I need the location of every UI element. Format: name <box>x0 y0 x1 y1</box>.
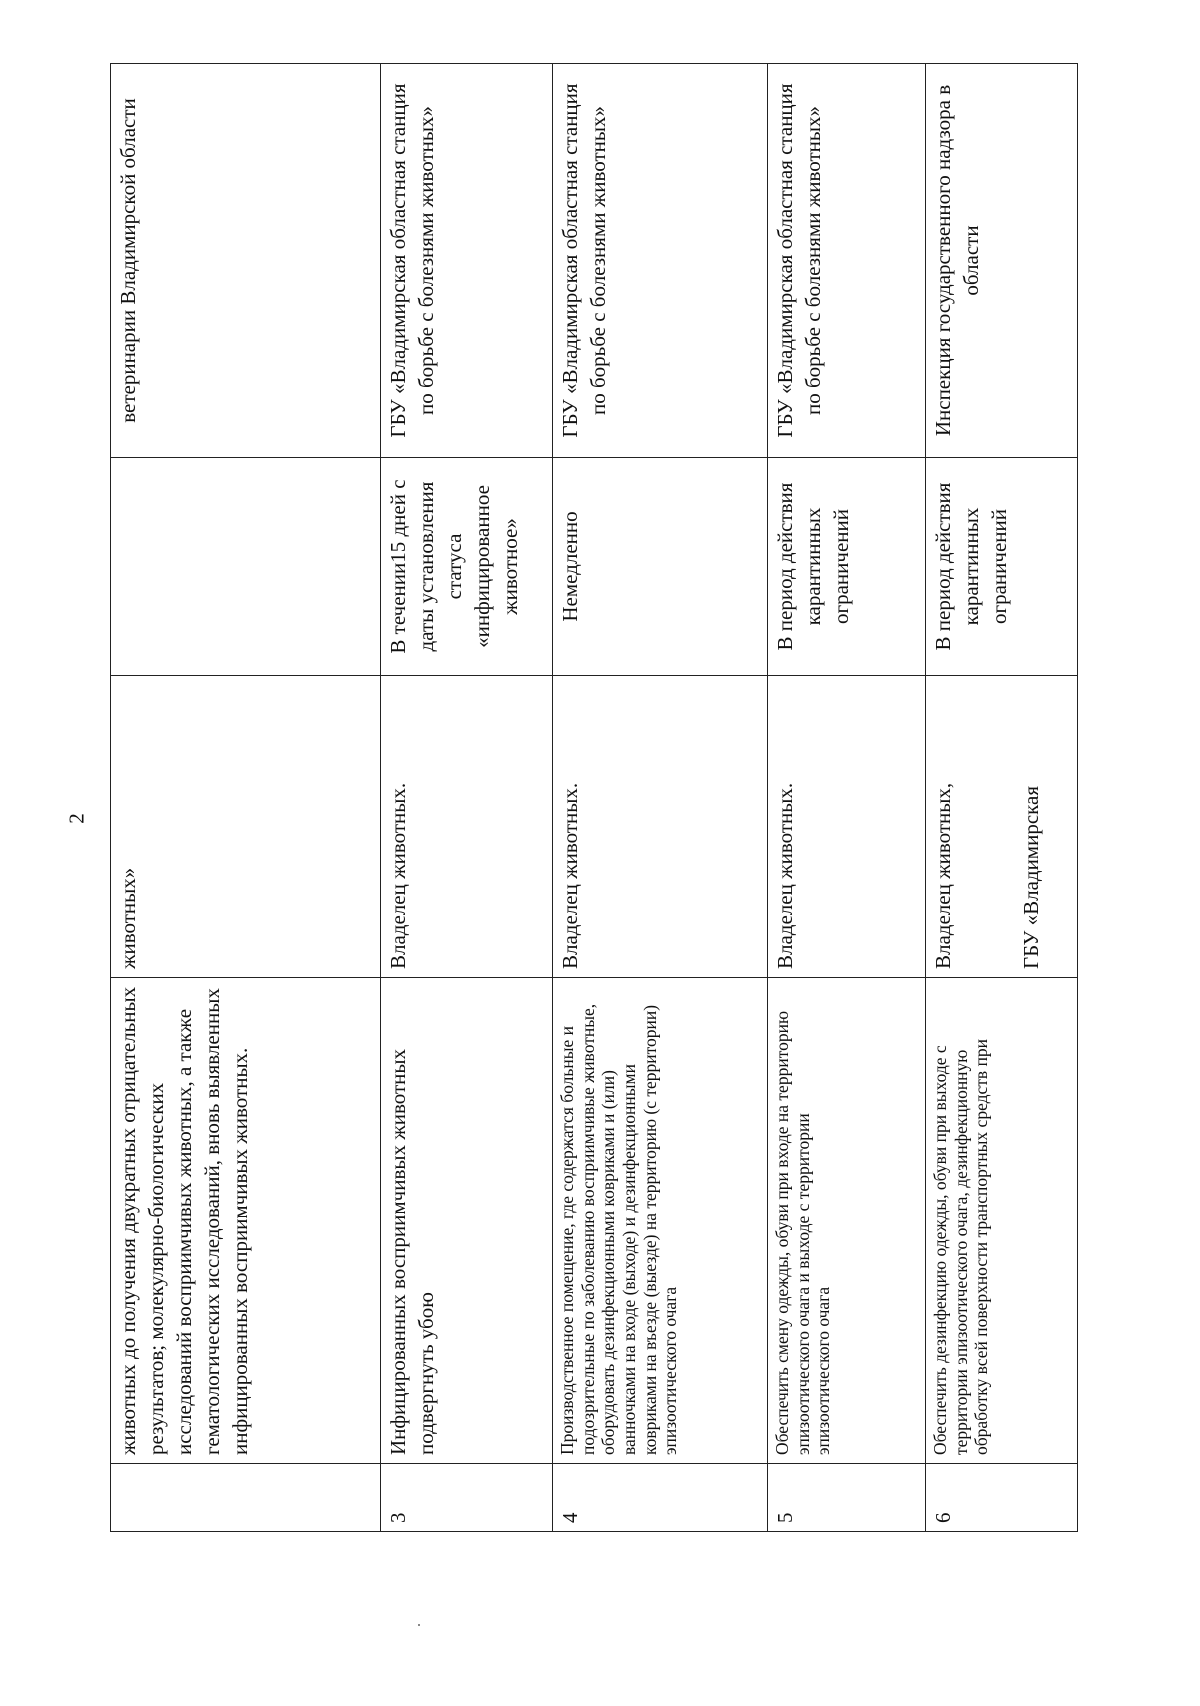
page-number: 2 <box>64 813 89 824</box>
control-cell: ГБУ «Владимирская областная станция по борьбе с болезнями животных» <box>381 64 553 458</box>
table-row <box>381 64 553 1532</box>
term-cell: Немедленно <box>553 458 768 676</box>
measure-cell: Инфицированных восприимчивых животных подвергнуть убою <box>381 978 553 1464</box>
row-number: 4 <box>553 1464 768 1532</box>
scan-speck <box>418 1624 420 1626</box>
measure-cell: животных до получения двукратных отрицательных результатов; молекулярно-биологических исследований восприимчивых животных, а также гематологических исследований, вновь выявленных инфицированных восприимчивых животных. <box>111 978 381 1464</box>
measure-cell: Обеспечить смену одежды, обуви при входе на территорию эпизоотического очага и выходе с территории эпизоотического очага <box>768 978 926 1464</box>
measure-cell: Обеспечить дезинфекцию одежды, обуви при выходе с территории эпизоотического очага, дезинфекционную обработку всей поверхности транспортных средств при <box>926 978 1078 1464</box>
control-cell: ГБУ «Владимирская областная станция по борьбе с болезнями животных» <box>553 64 768 458</box>
control-cell: ГБУ «Владимирская областная станция по борьбе с болезнями животных» <box>768 64 926 458</box>
responsible-gbu: ГБУ «Владимирская <box>1018 785 1043 969</box>
term-cell <box>111 458 381 676</box>
term-cell: В течении15 дней с даты установления статуса «инфицированное животное» <box>381 458 553 676</box>
row-number <box>111 1464 381 1532</box>
term-cell: В период действия карантинных ограничений <box>926 458 1078 676</box>
table-row <box>553 64 768 1532</box>
control-cell: ветеринарии Владимирской области <box>111 64 381 458</box>
row-number: 5 <box>768 1464 926 1532</box>
table-row <box>768 64 926 1532</box>
responsible-cell <box>926 676 1078 978</box>
row-number: 6 <box>926 1464 1078 1532</box>
responsible-owner: Владелец животных, <box>931 782 955 969</box>
table-row <box>111 64 381 1532</box>
term-cell: В период действия карантинных ограничений <box>768 458 926 676</box>
table-row <box>926 64 1078 1532</box>
responsible-cell: Владелец животных. <box>381 676 553 978</box>
rotated-table-container <box>110 64 1077 1532</box>
row-number: 3 <box>381 1464 553 1532</box>
control-cell: Инспекция государственного надзора в области <box>926 64 1078 458</box>
responsible-cell: Владелец животных. <box>553 676 768 978</box>
measures-table <box>110 63 1078 1532</box>
responsible-cell: Владелец животных. <box>768 676 926 978</box>
responsible-cell: животных» <box>111 676 381 978</box>
measure-cell: Производственное помещение, где содержатся больные и подозрительные по заболеванию восприимчивые животные, оборудовать дезинфекционными ковриками и (или) ванночками на входе (выходе) и дезинфекционными ковриками на въезде (выезде) на территорию (с территории) эпизоотического очага <box>553 978 768 1464</box>
